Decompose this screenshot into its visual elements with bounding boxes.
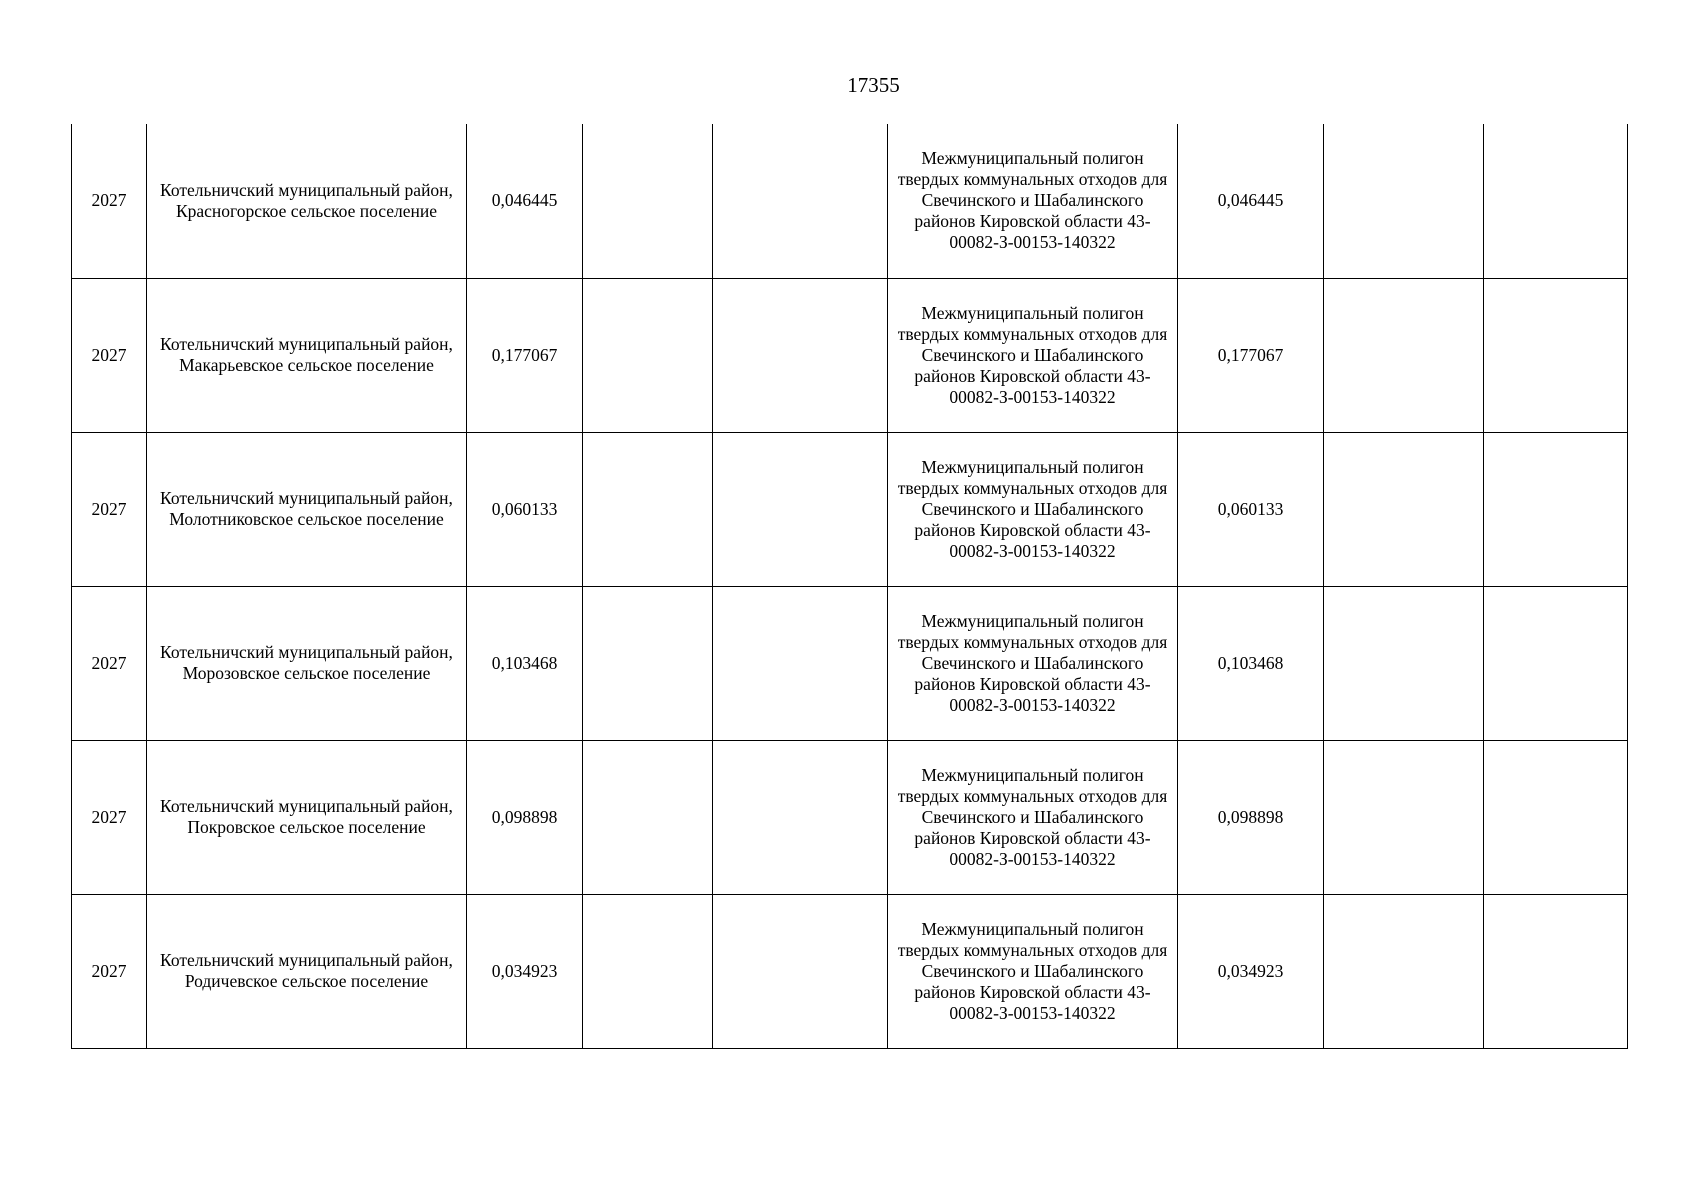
empty-cell xyxy=(1484,432,1628,586)
empty-cell xyxy=(1484,278,1628,432)
facility-cell: Межмуниципальный полигон твердых коммунальных отходов для Свечинского и Шабалинского районов Кировской области 43-00082-З-00153-140322 xyxy=(888,124,1178,278)
volume-cell: 0,046445 xyxy=(467,124,583,278)
facility-cell: Межмуниципальный полигон твердых коммунальных отходов для Свечинского и Шабалинского районов Кировской области 43-00082-З-00153-140322 xyxy=(888,740,1178,894)
municipality-cell: Котельничский муниципальный район, Красногорское сельское поселение xyxy=(147,124,467,278)
year-cell: 2027 xyxy=(72,432,147,586)
empty-cell xyxy=(583,432,713,586)
empty-cell xyxy=(713,278,888,432)
empty-cell xyxy=(583,586,713,740)
empty-cell xyxy=(1324,586,1484,740)
year-cell: 2027 xyxy=(72,586,147,740)
table-row xyxy=(72,740,1628,894)
volume-cell: 0,177067 xyxy=(467,278,583,432)
facility-volume-cell: 0,060133 xyxy=(1178,432,1324,586)
empty-cell xyxy=(1324,432,1484,586)
facility-volume-cell: 0,098898 xyxy=(1178,740,1324,894)
empty-cell xyxy=(1484,124,1628,278)
facility-volume-cell: 0,177067 xyxy=(1178,278,1324,432)
volume-cell: 0,098898 xyxy=(467,740,583,894)
empty-cell xyxy=(583,278,713,432)
facility-volume-cell: 0,046445 xyxy=(1178,124,1324,278)
empty-cell xyxy=(713,740,888,894)
empty-cell xyxy=(713,124,888,278)
facility-cell: Межмуниципальный полигон твердых коммунальных отходов для Свечинского и Шабалинского районов Кировской области 43-00082-З-00153-140322 xyxy=(888,586,1178,740)
year-cell: 2027 xyxy=(72,740,147,894)
waste-flow-table xyxy=(71,124,1628,1049)
empty-cell xyxy=(1324,124,1484,278)
empty-cell xyxy=(583,894,713,1048)
empty-cell xyxy=(583,740,713,894)
year-cell: 2027 xyxy=(72,278,147,432)
municipality-cell: Котельничский муниципальный район, Родичевское сельское поселение xyxy=(147,894,467,1048)
empty-cell xyxy=(1484,740,1628,894)
year-cell: 2027 xyxy=(72,894,147,1048)
facility-cell: Межмуниципальный полигон твердых коммунальных отходов для Свечинского и Шабалинского районов Кировской области 43-00082-З-00153-140322 xyxy=(888,432,1178,586)
facility-volume-cell: 0,103468 xyxy=(1178,586,1324,740)
facility-cell: Межмуниципальный полигон твердых коммунальных отходов для Свечинского и Шабалинского районов Кировской области 43-00082-З-00153-140322 xyxy=(888,278,1178,432)
municipality-cell: Котельничский муниципальный район, Морозовское сельское поселение xyxy=(147,586,467,740)
empty-cell xyxy=(583,124,713,278)
empty-cell xyxy=(1324,894,1484,1048)
page-number: 17355 xyxy=(847,73,900,97)
municipality-cell: Котельничский муниципальный район, Макарьевское сельское поселение xyxy=(147,278,467,432)
table-row xyxy=(72,278,1628,432)
facility-cell: Межмуниципальный полигон твердых коммунальных отходов для Свечинского и Шабалинского районов Кировской области 43-00082-З-00153-140322 xyxy=(888,894,1178,1048)
empty-cell xyxy=(713,894,888,1048)
table-row xyxy=(72,432,1628,586)
empty-cell xyxy=(713,432,888,586)
table-row xyxy=(72,894,1628,1048)
empty-cell xyxy=(713,586,888,740)
municipality-cell: Котельничский муниципальный район, Покровское сельское поселение xyxy=(147,740,467,894)
facility-volume-cell: 0,034923 xyxy=(1178,894,1324,1048)
volume-cell: 0,034923 xyxy=(467,894,583,1048)
table-row xyxy=(72,124,1628,278)
empty-cell xyxy=(1324,278,1484,432)
empty-cell xyxy=(1484,894,1628,1048)
volume-cell: 0,060133 xyxy=(467,432,583,586)
table-row xyxy=(72,586,1628,740)
empty-cell xyxy=(1324,740,1484,894)
volume-cell: 0,103468 xyxy=(467,586,583,740)
year-cell: 2027 xyxy=(72,124,147,278)
municipality-cell: Котельничский муниципальный район, Молотниковское сельское поселение xyxy=(147,432,467,586)
empty-cell xyxy=(1484,586,1628,740)
